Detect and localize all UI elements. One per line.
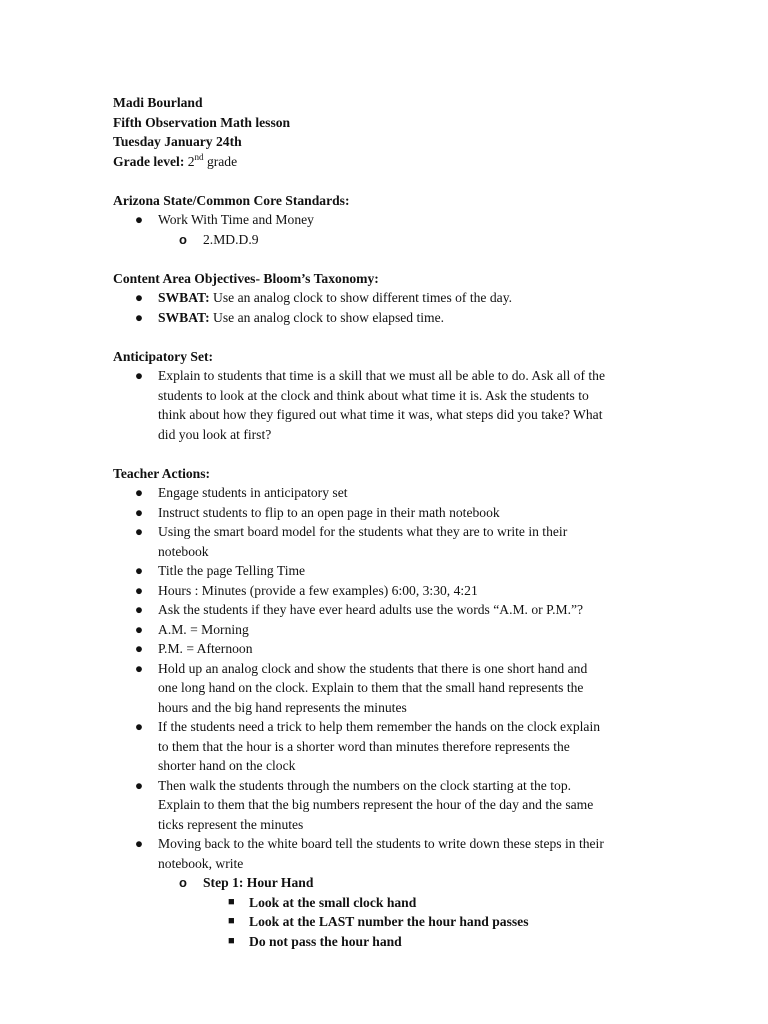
teacher-action-item xyxy=(113,776,668,835)
teacher-action-line: Then walk the students through the numbers on the clock starting at the top. xyxy=(158,777,572,793)
teacher-action-line: Engage students in anticipatory set xyxy=(158,485,348,500)
step-subitem-text: Do not pass the hour hand xyxy=(249,933,402,949)
anticipatory-heading: Anticipatory Set: xyxy=(113,348,214,364)
circle-marker: o xyxy=(179,231,187,247)
bullet-marker: ● xyxy=(134,719,144,734)
teacher-action-line: ticks represent the minutes xyxy=(158,816,304,832)
teacher-action-line: P.M. = Afternoon xyxy=(158,641,253,656)
step-subitem-text: Look at the small clock hand xyxy=(249,894,417,910)
bullet-marker: ● xyxy=(134,641,144,656)
bullet-marker: ● xyxy=(134,368,144,383)
teacher-action-item xyxy=(113,561,668,581)
objective-text: Use an analog clock to show elapsed time. xyxy=(213,309,445,325)
teacher-action-line: Hours : Minutes (provide a few examples) 6:00, 3:30, 4:21 xyxy=(158,582,478,598)
teacher-action-item xyxy=(113,522,668,561)
teacher-action-item xyxy=(113,600,668,620)
teacher-action-line: Hold up an analog clock and show the students that there is one short hand and xyxy=(158,660,588,676)
step-subitem-text: Look at the LAST number the hour hand passes xyxy=(249,914,529,929)
standards-subitem xyxy=(113,230,668,250)
objectives-heading: Content Area Objectives- Bloom’s Taxonomy: xyxy=(113,270,379,286)
teacher-action-line: Explain to them that the big numbers represent the hour of the day and the same xyxy=(158,797,594,812)
objective-item xyxy=(113,308,668,328)
bullet-marker: ● xyxy=(134,836,144,851)
teacher-actions-list xyxy=(113,483,668,873)
anticipatory-line: think about how they figured out what time it was, what steps did you take? What xyxy=(158,407,603,422)
teacher-action-line: Using the smart board model for the students what they are to write in their xyxy=(158,524,568,539)
objective-lead: SWBAT: xyxy=(158,290,210,305)
square-marker: ■ xyxy=(228,934,235,947)
author-name: Madi Bourland xyxy=(113,95,203,110)
step-item xyxy=(113,873,668,893)
teacher-action-line: Title the page Telling Time xyxy=(158,563,306,578)
teacher-action-item xyxy=(113,620,668,640)
square-marker: ■ xyxy=(228,895,235,908)
step-subitem xyxy=(113,893,668,913)
square-marker: ■ xyxy=(228,915,235,927)
teacher-action-line: Moving back to the white board tell the students to write down these steps in their xyxy=(158,836,604,851)
objective-lead: SWBAT: xyxy=(158,309,210,325)
teacher-action-line: A.M. = Morning xyxy=(158,621,249,637)
teacher-action-line: hours and the big hand represents the minutes xyxy=(158,699,407,715)
grade-suffix: nd xyxy=(194,151,204,162)
bullet-marker: ● xyxy=(134,563,144,578)
lesson-title: Fifth Observation Math lesson xyxy=(113,114,291,130)
standards-heading: Arizona State/Common Core Standards: xyxy=(113,192,350,208)
bullet-marker: ● xyxy=(134,777,144,793)
anticipatory-line: Explain to students that time is a skill that we must all be able to do. Ask all of the xyxy=(158,368,606,383)
bullet-marker: ● xyxy=(134,524,144,539)
teacher-action-item xyxy=(113,639,668,659)
teacher-action-line: notebook xyxy=(158,543,209,559)
standards-item-text: Work With Time and Money xyxy=(158,212,314,227)
objective-text: Use an analog clock to show different times of the day. xyxy=(213,290,513,305)
bullet-marker: ● xyxy=(134,309,144,325)
bullet-marker: ● xyxy=(134,621,144,637)
bullet-marker: ● xyxy=(134,485,144,500)
grade-word: grade xyxy=(206,153,238,169)
teacher-action-line: one long hand on the clock. Explain to them that the small hand represents the xyxy=(158,680,584,695)
grade-number: 2 xyxy=(187,153,195,169)
standards-item xyxy=(113,210,668,230)
step-subitem xyxy=(113,932,668,952)
grade-label: Grade level: xyxy=(113,153,185,169)
teacher-action-item xyxy=(113,503,668,523)
objective-item xyxy=(113,288,668,308)
teacher-action-line: to them that the hour is a shorter word than minutes therefore represents the xyxy=(158,738,570,754)
anticipatory-line: students to look at the clock and think about what time it is. Ask the students to xyxy=(158,387,589,403)
bullet-marker: ● xyxy=(134,212,144,227)
step-subitem xyxy=(113,912,668,932)
bullet-marker: ● xyxy=(134,290,144,305)
teacher-action-item xyxy=(113,581,668,601)
teacher-action-line: shorter hand on the clock xyxy=(158,758,296,773)
teacher-action-line: If the students need a trick to help them remember the hands on the clock explain xyxy=(158,719,601,734)
anticipatory-line: did you look at first? xyxy=(158,426,272,442)
circle-marker: o xyxy=(179,875,187,890)
teacher-action-line: Ask the students if they have ever heard adults use the words “A.M. or P.M.”? xyxy=(158,602,584,617)
bullet-marker: ● xyxy=(134,602,144,617)
teacher-actions-heading: Teacher Actions: xyxy=(113,465,211,481)
teacher-action-item xyxy=(113,834,668,873)
teacher-action-item xyxy=(113,483,668,503)
standards-subitem-text: 2.MD.D.9 xyxy=(203,231,259,247)
teacher-action-item xyxy=(113,659,668,718)
lesson-date: Tuesday January 24th xyxy=(113,134,242,149)
bullet-marker: ● xyxy=(134,660,144,676)
teacher-action-item xyxy=(113,717,668,776)
teacher-action-line: Instruct students to flip to an open page in their math notebook xyxy=(158,504,500,520)
step-label: Step 1: Hour Hand xyxy=(203,875,314,890)
anticipatory-item xyxy=(113,366,668,444)
teacher-action-line: notebook, write xyxy=(158,855,244,871)
bullet-marker: ● xyxy=(134,504,144,520)
bullet-marker: ● xyxy=(134,582,144,598)
grade-level xyxy=(113,152,668,172)
